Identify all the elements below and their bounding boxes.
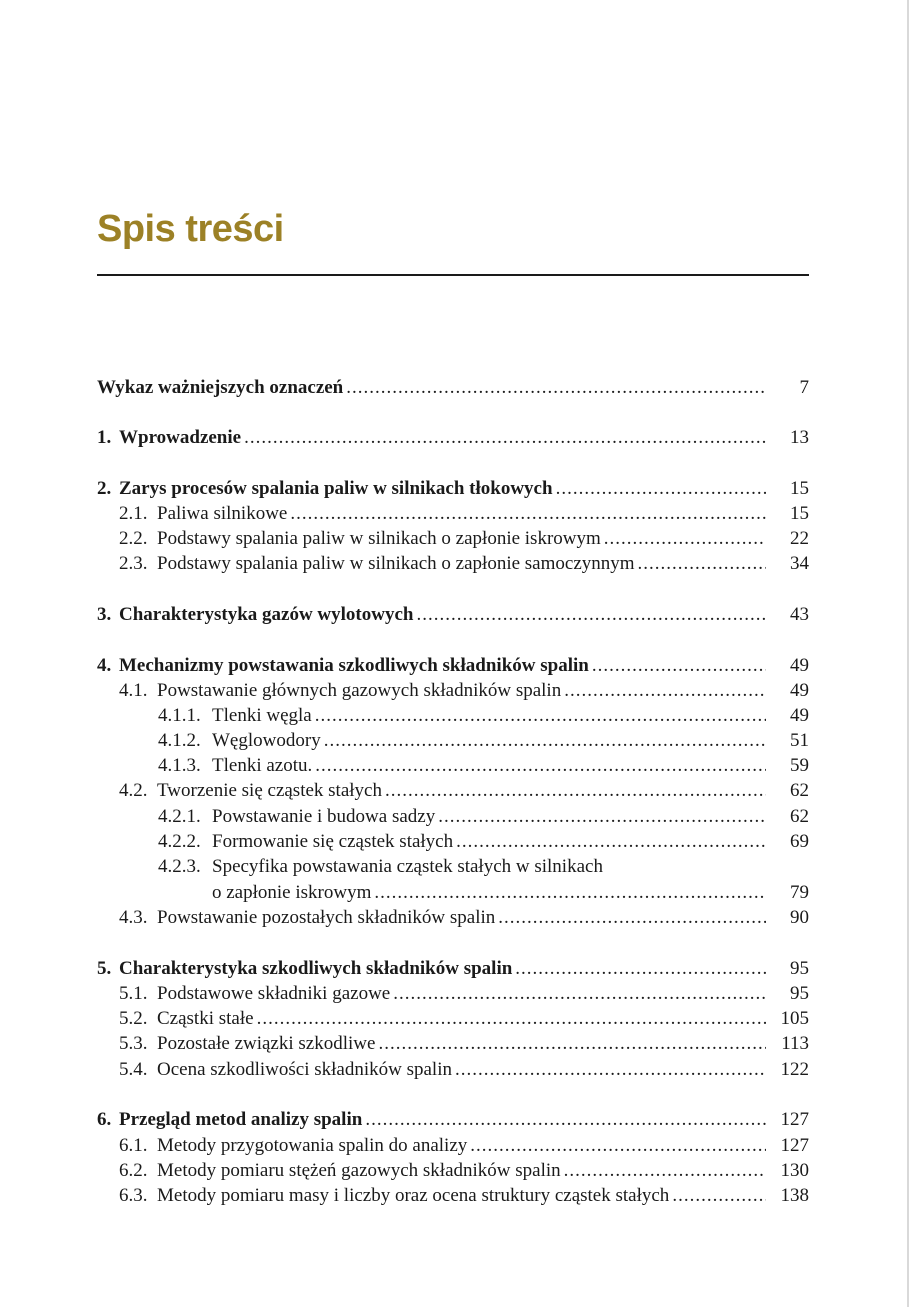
toc-page: 79 (790, 882, 809, 903)
toc-label: Podstawowe składniki gazowe (157, 983, 391, 1004)
leader-dots (455, 1058, 766, 1082)
leader-dots (290, 502, 766, 526)
toc-number: 3. (97, 604, 112, 625)
toc-entry[interactable] (97, 654, 809, 678)
toc-label: Ocena szkodliwości składników spalin (157, 1059, 452, 1080)
toc-label: Podstawy spalania paliw w silnikach o zapłonie iskrowym (157, 528, 601, 549)
toc-label: Wykaz ważniejszych oznaczeń (97, 377, 344, 398)
toc-page: 127 (780, 1135, 809, 1156)
toc-label: Tlenki węgla (212, 705, 312, 726)
toc-entry[interactable] (119, 552, 809, 576)
toc-entry[interactable] (97, 477, 809, 501)
toc-page: 62 (790, 806, 809, 827)
toc-page: 34 (790, 553, 809, 574)
toc-number: 6.1. (119, 1135, 148, 1156)
toc-entry[interactable] (158, 704, 809, 728)
toc-entry[interactable] (119, 502, 809, 526)
toc-number: 6.2. (119, 1160, 148, 1181)
toc-page: 105 (780, 1008, 809, 1029)
toc-label: Tworzenie się cząstek stałych (157, 780, 382, 801)
toc-label: Metody pomiaru masy i liczby oraz ocena struktury cząstek stałych (157, 1185, 670, 1206)
toc-label: Pozostałe związki szkodliwe (157, 1033, 376, 1054)
toc-entry[interactable] (97, 1108, 809, 1132)
toc-entry[interactable] (97, 603, 809, 627)
toc-label-continued: o zapłonie iskrowym (212, 882, 372, 903)
toc-number: 6.3. (119, 1185, 148, 1206)
toc-entry[interactable] (158, 830, 809, 854)
toc-label: Metody pomiaru stężeń gazowych składników spalin (157, 1160, 561, 1181)
leader-dots (385, 779, 766, 803)
leader-dots (564, 679, 766, 703)
leader-dots (456, 830, 766, 854)
toc-page: 43 (790, 604, 809, 625)
leader-dots (365, 1108, 766, 1132)
toc-number: 5.4. (119, 1059, 148, 1080)
leader-dots (393, 982, 766, 1006)
toc-number: 4.1.1. (158, 705, 201, 726)
leader-dots (324, 729, 766, 753)
toc-entry[interactable] (158, 754, 809, 778)
toc-number: 4.1. (119, 680, 148, 701)
toc-entry[interactable] (158, 881, 809, 905)
toc-label: Cząstki stałe (157, 1008, 254, 1029)
toc-number: 6. (97, 1109, 112, 1130)
leader-dots (257, 1007, 766, 1031)
toc-page: 15 (790, 503, 809, 524)
toc-page: 122 (780, 1059, 809, 1080)
toc-label: Specyfika powstawania cząstek stałych w silnikach (212, 856, 603, 877)
toc-number: 5.1. (119, 983, 148, 1004)
leader-dots (244, 426, 766, 450)
leader-dots (470, 1134, 766, 1158)
toc-label: Metody przygotowania spalin do analizy (157, 1135, 468, 1156)
title-divider (97, 274, 809, 276)
toc-entry[interactable] (119, 779, 809, 803)
toc-entry[interactable] (119, 1032, 809, 1056)
toc-label: Formowanie się cząstek stałych (212, 831, 454, 852)
toc-entry[interactable] (97, 376, 809, 400)
toc-entry[interactable] (119, 1159, 809, 1183)
toc-label: Tlenki azotu. (212, 755, 313, 776)
leader-dots (515, 957, 766, 981)
toc-page: 7 (799, 377, 809, 398)
leader-dots (315, 704, 766, 728)
toc-page: 62 (790, 780, 809, 801)
toc-page: 127 (780, 1109, 809, 1130)
leader-dots (498, 906, 766, 930)
toc-entry[interactable] (119, 1007, 809, 1031)
leader-dots (592, 654, 766, 678)
toc-number: 4.2.3. (158, 856, 201, 877)
toc-entry[interactable] (119, 982, 809, 1006)
leader-dots (346, 376, 766, 400)
toc-entry[interactable] (119, 1058, 809, 1082)
toc-label: Węglowodory (212, 730, 321, 751)
toc-number: 4.1.3. (158, 755, 201, 776)
leader-dots (638, 552, 766, 576)
toc-page: 49 (790, 680, 809, 701)
toc-number: 2.3. (119, 553, 148, 574)
toc-entry[interactable] (119, 1134, 809, 1158)
toc-label: Przegląd metod analizy spalin (119, 1109, 363, 1130)
toc-page: 13 (790, 427, 809, 448)
toc-number: 2.2. (119, 528, 148, 549)
toc-label: Powstawanie i budowa sadzy (212, 806, 436, 827)
toc-page: 95 (790, 983, 809, 1004)
toc-page: 51 (790, 730, 809, 751)
toc-entry[interactable] (97, 426, 809, 450)
toc-number: 4.2.1. (158, 806, 201, 827)
toc-entry[interactable] (119, 679, 809, 703)
leader-dots (438, 805, 766, 829)
toc-number: 4. (97, 655, 112, 676)
toc-page: 59 (790, 755, 809, 776)
leader-dots (416, 603, 766, 627)
toc-number: 5.3. (119, 1033, 148, 1054)
toc-entry[interactable] (158, 729, 809, 753)
page-title: Spis treści (97, 208, 284, 250)
toc-entry[interactable] (119, 1184, 809, 1208)
toc-page: 15 (790, 478, 809, 499)
toc-label: Powstawanie głównych gazowych składników spalin (157, 680, 562, 701)
toc-entry[interactable] (119, 906, 809, 930)
toc-number: 4.2.2. (158, 831, 201, 852)
toc-number: 4.3. (119, 907, 148, 928)
toc-entry[interactable] (158, 805, 809, 829)
leader-dots (378, 1032, 766, 1056)
toc-entry-first-line[interactable] (158, 855, 603, 879)
toc-label: Charakterystyka szkodliwych składników spalin (119, 958, 513, 979)
toc-label: Mechanizmy powstawania szkodliwych składników spalin (119, 655, 589, 676)
leader-dots (315, 754, 766, 778)
toc-page: 22 (790, 528, 809, 549)
toc-entry[interactable] (97, 957, 809, 981)
leader-dots (604, 527, 766, 551)
leader-dots (564, 1159, 766, 1183)
toc-page: 113 (781, 1033, 809, 1054)
toc-page: 49 (790, 655, 809, 676)
toc-number: 2. (97, 478, 112, 499)
toc-number: 4.1.2. (158, 730, 201, 751)
toc-number: 5. (97, 958, 112, 979)
toc-number: 2.1. (119, 503, 148, 524)
leader-dots (556, 477, 766, 501)
toc-page: 95 (790, 958, 809, 979)
toc-entry[interactable] (119, 527, 809, 551)
toc-page: 69 (790, 831, 809, 852)
toc-number: 4.2. (119, 780, 148, 801)
toc-label: Charakterystyka gazów wylotowych (119, 604, 414, 625)
toc-number: 5.2. (119, 1008, 148, 1029)
toc-label: Podstawy spalania paliw w silnikach o zapłonie samoczynnym (157, 553, 635, 574)
leader-dots (672, 1184, 766, 1208)
toc-page: 138 (780, 1185, 809, 1206)
toc-page: 130 (780, 1160, 809, 1181)
toc-page: 49 (790, 705, 809, 726)
toc-number: 1. (97, 427, 112, 448)
leader-dots (374, 881, 766, 905)
toc-label: Powstawanie pozostałych składników spalin (157, 907, 496, 928)
toc-label: Wprowadzenie (119, 427, 242, 448)
toc-label: Paliwa silnikowe (157, 503, 288, 524)
toc-label: Zarys procesów spalania paliw w silnikach tłokowych (119, 478, 553, 499)
toc-page: 90 (790, 907, 809, 928)
